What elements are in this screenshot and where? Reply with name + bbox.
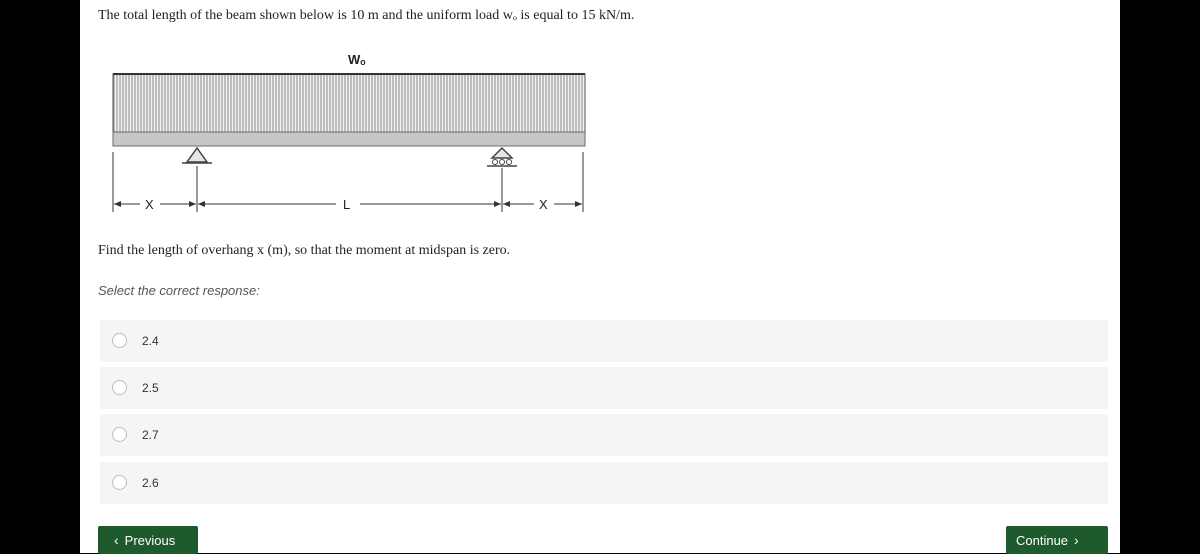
- option-2-6[interactable]: [100, 462, 1108, 504]
- span-label: L: [343, 197, 351, 212]
- radio-button[interactable]: [112, 475, 127, 490]
- roller-support-icon: [487, 148, 517, 166]
- continue-button[interactable]: [1006, 526, 1108, 554]
- question-intro: The total length of the beam shown below is 10 m and the uniform load wₒ is equal to 15 kN/m.: [98, 8, 635, 23]
- beam: [113, 132, 585, 146]
- option-2-7[interactable]: [100, 414, 1108, 456]
- option-label: 2.4: [142, 334, 159, 348]
- option-label: 2.7: [142, 428, 159, 442]
- beam-diagram: [110, 42, 590, 222]
- radio-button[interactable]: [112, 380, 127, 395]
- chevron-right-icon: ›: [1074, 532, 1079, 548]
- overhang-right-label: X: [539, 197, 548, 212]
- chevron-left-icon: ‹: [114, 532, 119, 548]
- radio-button[interactable]: [112, 427, 127, 442]
- option-2-4[interactable]: [100, 320, 1108, 362]
- question-prompt: Find the length of overhang x (m), so that the moment at midspan is zero.: [98, 243, 511, 258]
- load-label: Wₒ: [348, 52, 366, 67]
- pin-support-icon: [182, 148, 212, 163]
- radio-button[interactable]: [112, 333, 127, 348]
- previous-label: Previous: [124, 532, 176, 548]
- overhang-left-label: X: [145, 197, 154, 212]
- continue-label: Continue: [1016, 532, 1069, 548]
- option-2-5[interactable]: [100, 367, 1108, 409]
- question-panel: [80, 0, 1120, 553]
- option-label: 2.5: [142, 381, 159, 395]
- previous-button[interactable]: [98, 526, 198, 554]
- select-instruction: Select the correct response:: [98, 283, 260, 298]
- option-label: 2.6: [142, 476, 159, 490]
- distributed-load: [113, 74, 585, 132]
